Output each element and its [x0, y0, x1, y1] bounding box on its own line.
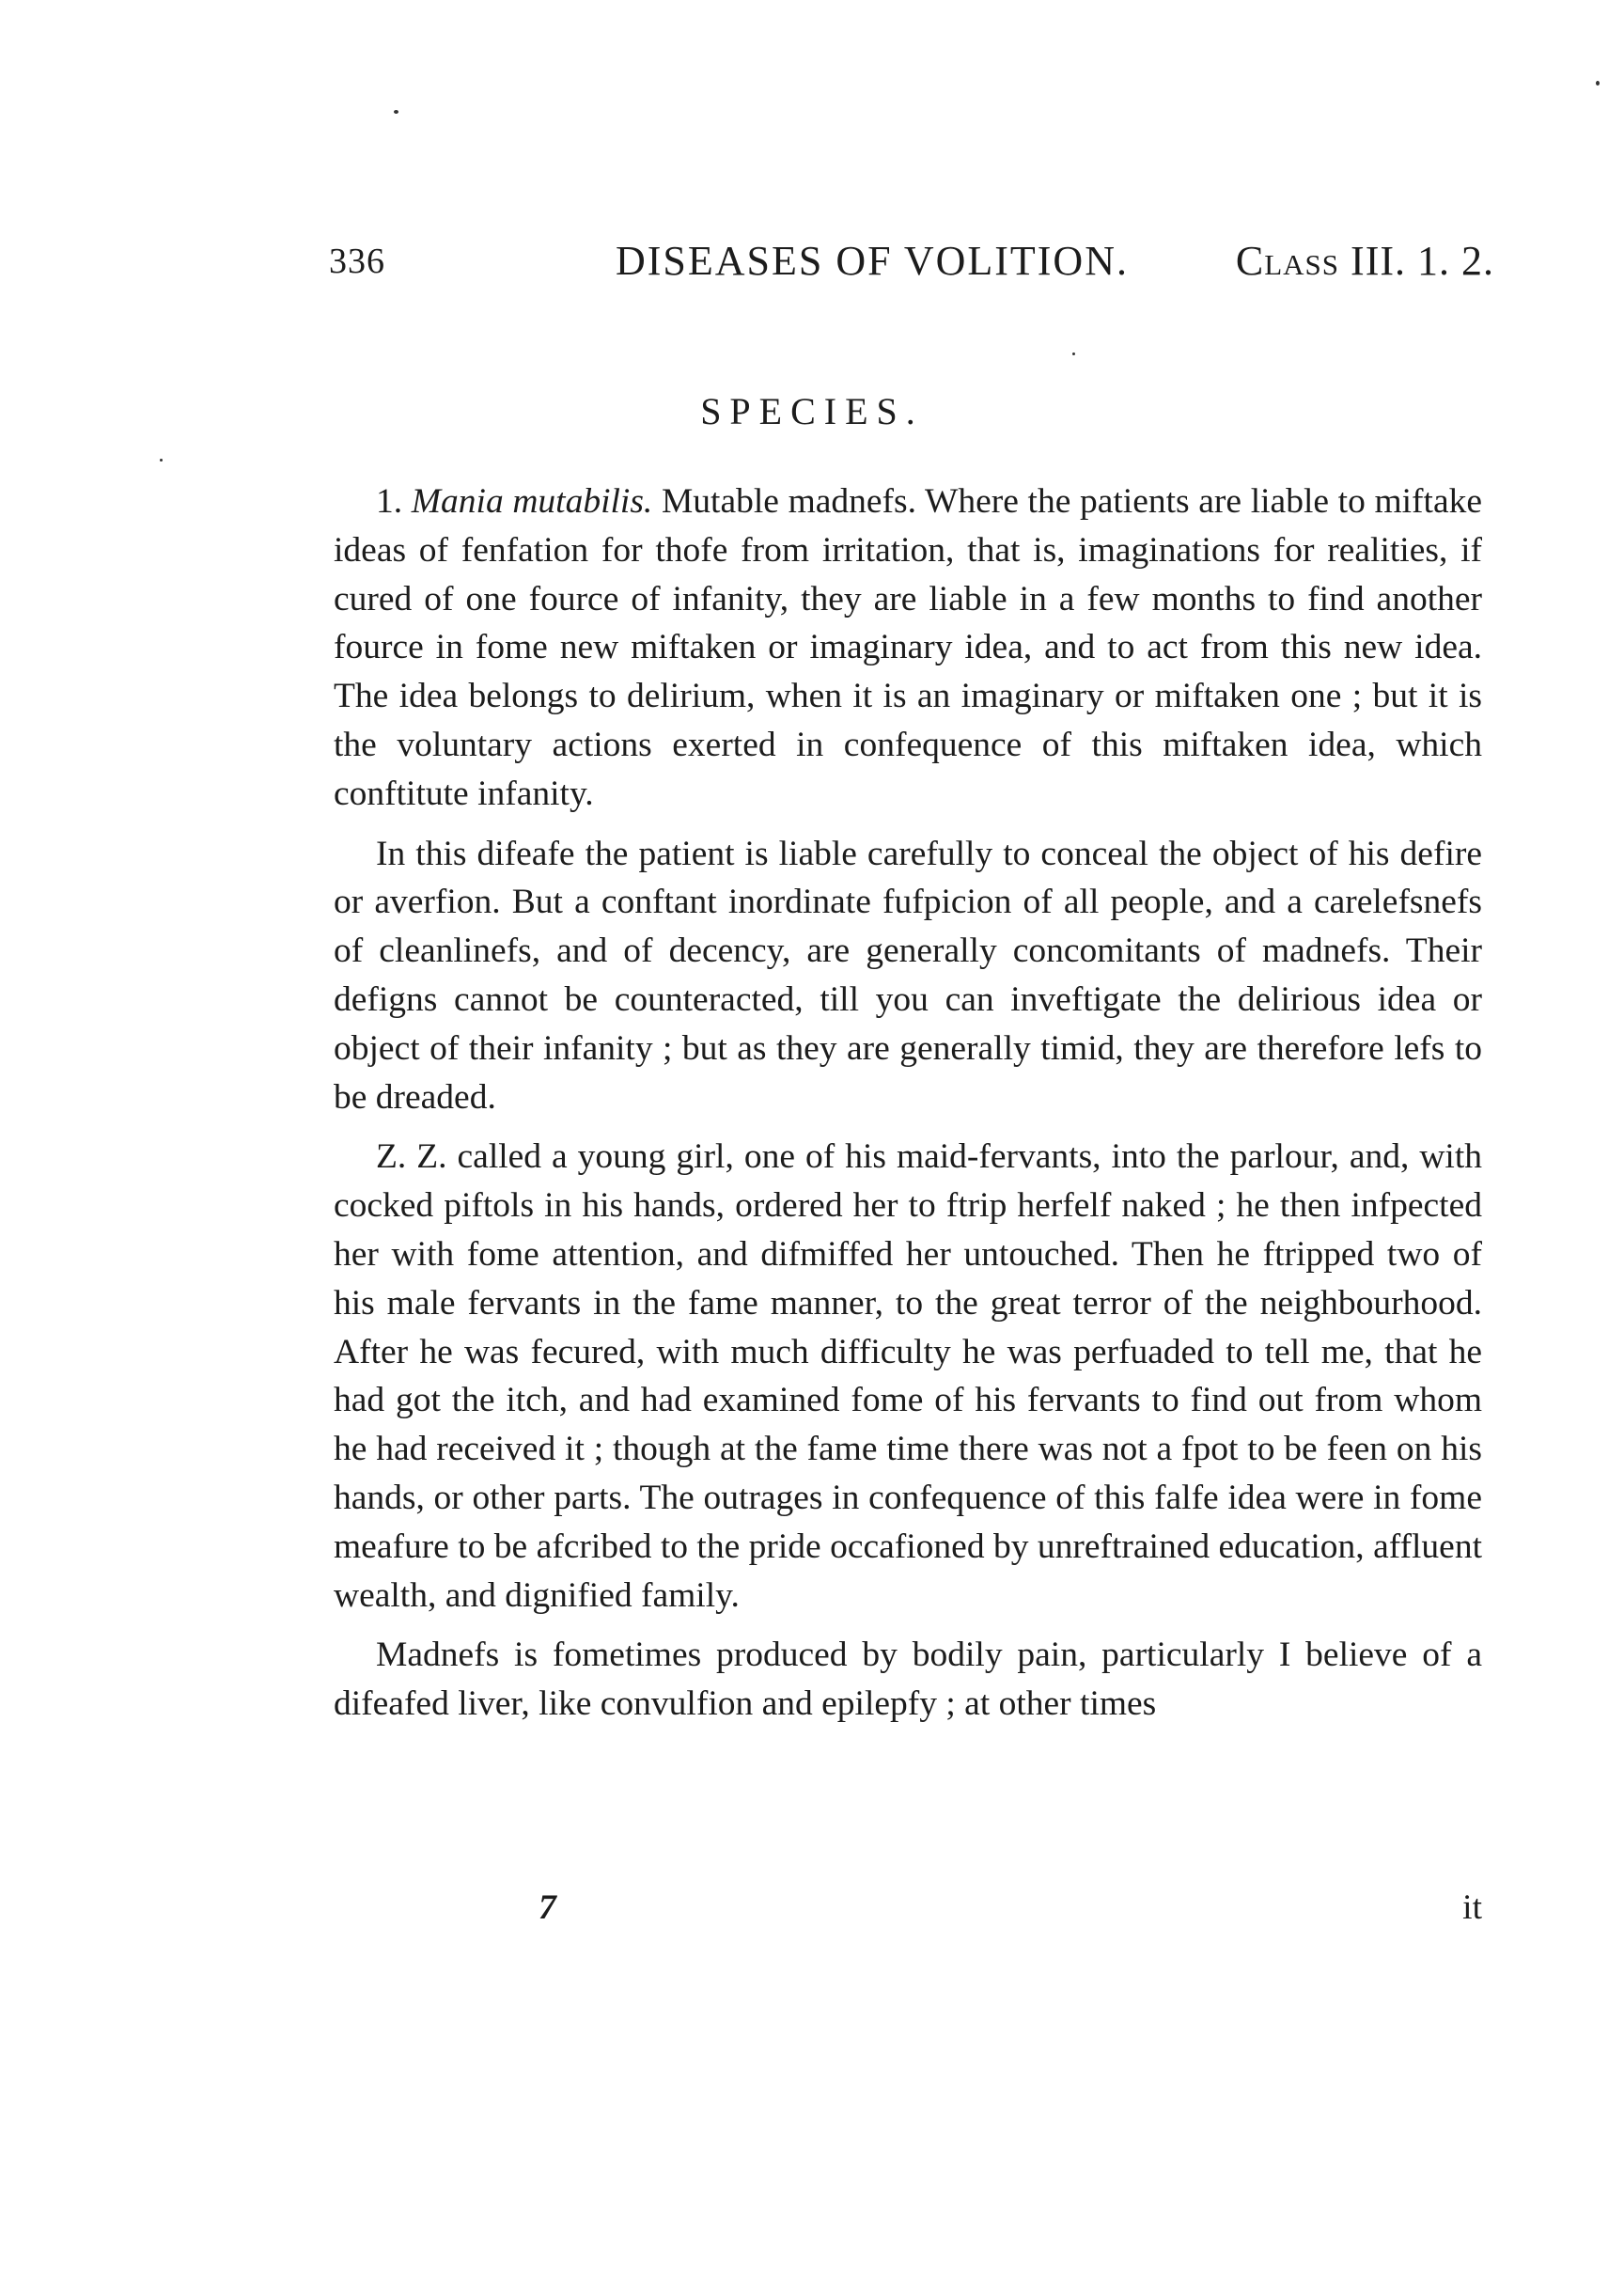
catchword: it — [1462, 1888, 1482, 1927]
signature-mark: 7 — [539, 1888, 556, 1927]
running-head-class: Class III. 1. 2. — [1235, 238, 1494, 284]
paragraph — [334, 478, 1482, 819]
paragraph: Z. Z. called a young girl, one of his maid-fervants, into the parlour, and, with cocked piftols in his hands, ordered her to ftrip herfelf naked ; he then infpected her with fome attention, and difmiffed her untouched. Then he ftripped two of his male fervants in the fame manner, to the great terror of the neighbourhood. After he was fecured, with much difficulty he was perfuaded to tell me, that he had got the itch, and had examined fome of his fervants to find out from whom he had received it ; though at the fame time there was not a fpot to be feen on his hands, or other parts. The outrages in confequence of this falfe idea were in fome meafure to be afcribed to the pride occafioned by unreftrained education, affluent wealth, and dignified family. — [334, 1137, 1482, 1615]
ink-speck — [1072, 352, 1075, 355]
ink-speck — [394, 110, 398, 114]
ink-speck — [160, 459, 163, 462]
running-head-title: DISEASES OF VOLITION. — [616, 238, 1129, 284]
paragraph: Madnefs is fometimes produced by bodily pain, particularly I believe of a difeafed liver, like convulfion and epilepfy ; at other times — [334, 1636, 1482, 1724]
ink-speck — [1596, 81, 1600, 86]
paragraph-text: Mutable madnefs. Where the patients are liable to miftake ideas of fenfation for thofe from irritation, that is, imaginations for realities, if cured of one fource of infanity, they are liable in a few months to find another fource in fome new miftaken or imaginary idea, and to act from this new idea. The idea belongs to delirium, when it is an imaginary or miftaken one ; but it is the voluntary actions exerted in confequence of this miftaken idea, which conftitute infanity. — [334, 482, 1483, 813]
body-text — [334, 478, 1482, 1740]
paragraph: In this difeafe the patient is liable carefully to conceal the object of his defire or averfion. But a conftant inordinate fufpicion of all people, and a carelefsnefs of cleanlinefs, and of decency, are generally concomitants of madnefs. Their defigns cannot be counteracted, till you can inveftigate the delirious idea or object of their infanity ; but as they are generally timid, they are therefore lefs to be dreaded. — [334, 834, 1482, 1117]
page-number: 336 — [329, 242, 385, 281]
species-number: 1. — [376, 482, 403, 521]
running-head — [329, 233, 1494, 290]
section-heading: SPECIES. — [700, 390, 924, 432]
catchline — [334, 1882, 1482, 1934]
species-name: Mania mutabilis. — [411, 482, 653, 521]
